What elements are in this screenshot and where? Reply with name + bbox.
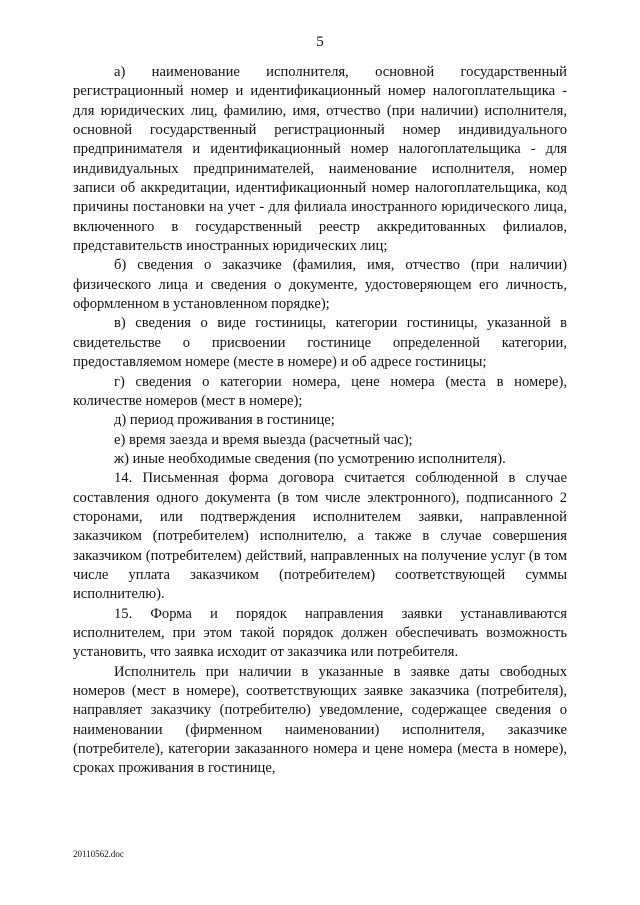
page-number: 5 (316, 34, 324, 50)
paragraph-d-stay-period: д) период проживания в гостинице; (114, 412, 335, 429)
paragraph-e-checkin-checkout: е) время заезда и время выезда (расчетный час); (114, 431, 413, 448)
paragraph-a-executor-details: а) наименование исполнителя, основной государственный регистрационный номер и идентификационный номер налогоплательщика - для юридических лиц, фамилию, имя, отчество (при наличии) исполнителя, основной государственный регистрационный номер индивидуального предпринимателя и идентификационный номер налогоплательщика - для индивидуальных предпринимателей, наименование исполнителя, номер записи об аккредитации, идентификационный номер налогоплательщика, код причины постановки на учет - для филиала иностранного юридического лица, включенного в государственный реестр аккредитованных филиалов, представительств иностранных юридических лиц; (73, 64, 567, 255)
footer-filename: 20110562.doc (73, 849, 124, 859)
document-body (73, 63, 567, 779)
paragraph-g-room-category: г) сведения о категории номера, цене номера (места в номере), количестве номеров (мест в номере); (73, 373, 567, 409)
paragraph-v-hotel-details: в) сведения о виде гостиницы, категории гостиницы, указанной в свидетельстве о присвоении гостинице определенной категории, предоставляемом номере (месте в номере) и об адресе гостиницы; (73, 315, 567, 371)
paragraph-15-request-procedure: 15. Форма и порядок направления заявки устанавливаются исполнителем, при этом такой порядок должен обеспечивать возможность установить, что заявка исходит от заказчика или потребителя. (73, 605, 567, 661)
paragraph-zh-other-info: ж) иные необходимые сведения (по усмотрению исполнителя). (114, 450, 506, 467)
paragraph-b-customer-details: б) сведения о заказчике (фамилия, имя, отчество (при наличии) физического лица и сведения о документе, удостоверяющем его личность, оформленном в установленном порядке); (73, 257, 567, 313)
paragraph-14-written-form: 14. Письменная форма договора считается соблюденной в случае составления одного документа (в том числе электронного), подписанного 2 сторонами, или подтверждения исполнителем заявки, направленной заказчиком (потребителем) исполнителю, а также в случае совершения заказчиком (потребителем) действий, направленных на получение услуг (в том числе уплата заказчиком (потребителем) соответствующей суммы исполнителю). (73, 470, 567, 603)
paragraph-executor-notification: Исполнитель при наличии в указанные в заявке даты свободных номеров (мест в номере), соответствующих заявке заказчика (потребителя), направляет заказчику (потребителю) уведомление, содержащее сведения о наименовании (фирменном наименовании) исполнителя, заказчике (потребителе), категории заказанного номера и цене номера (места в номере), сроках проживания в гостинице, (73, 663, 567, 777)
